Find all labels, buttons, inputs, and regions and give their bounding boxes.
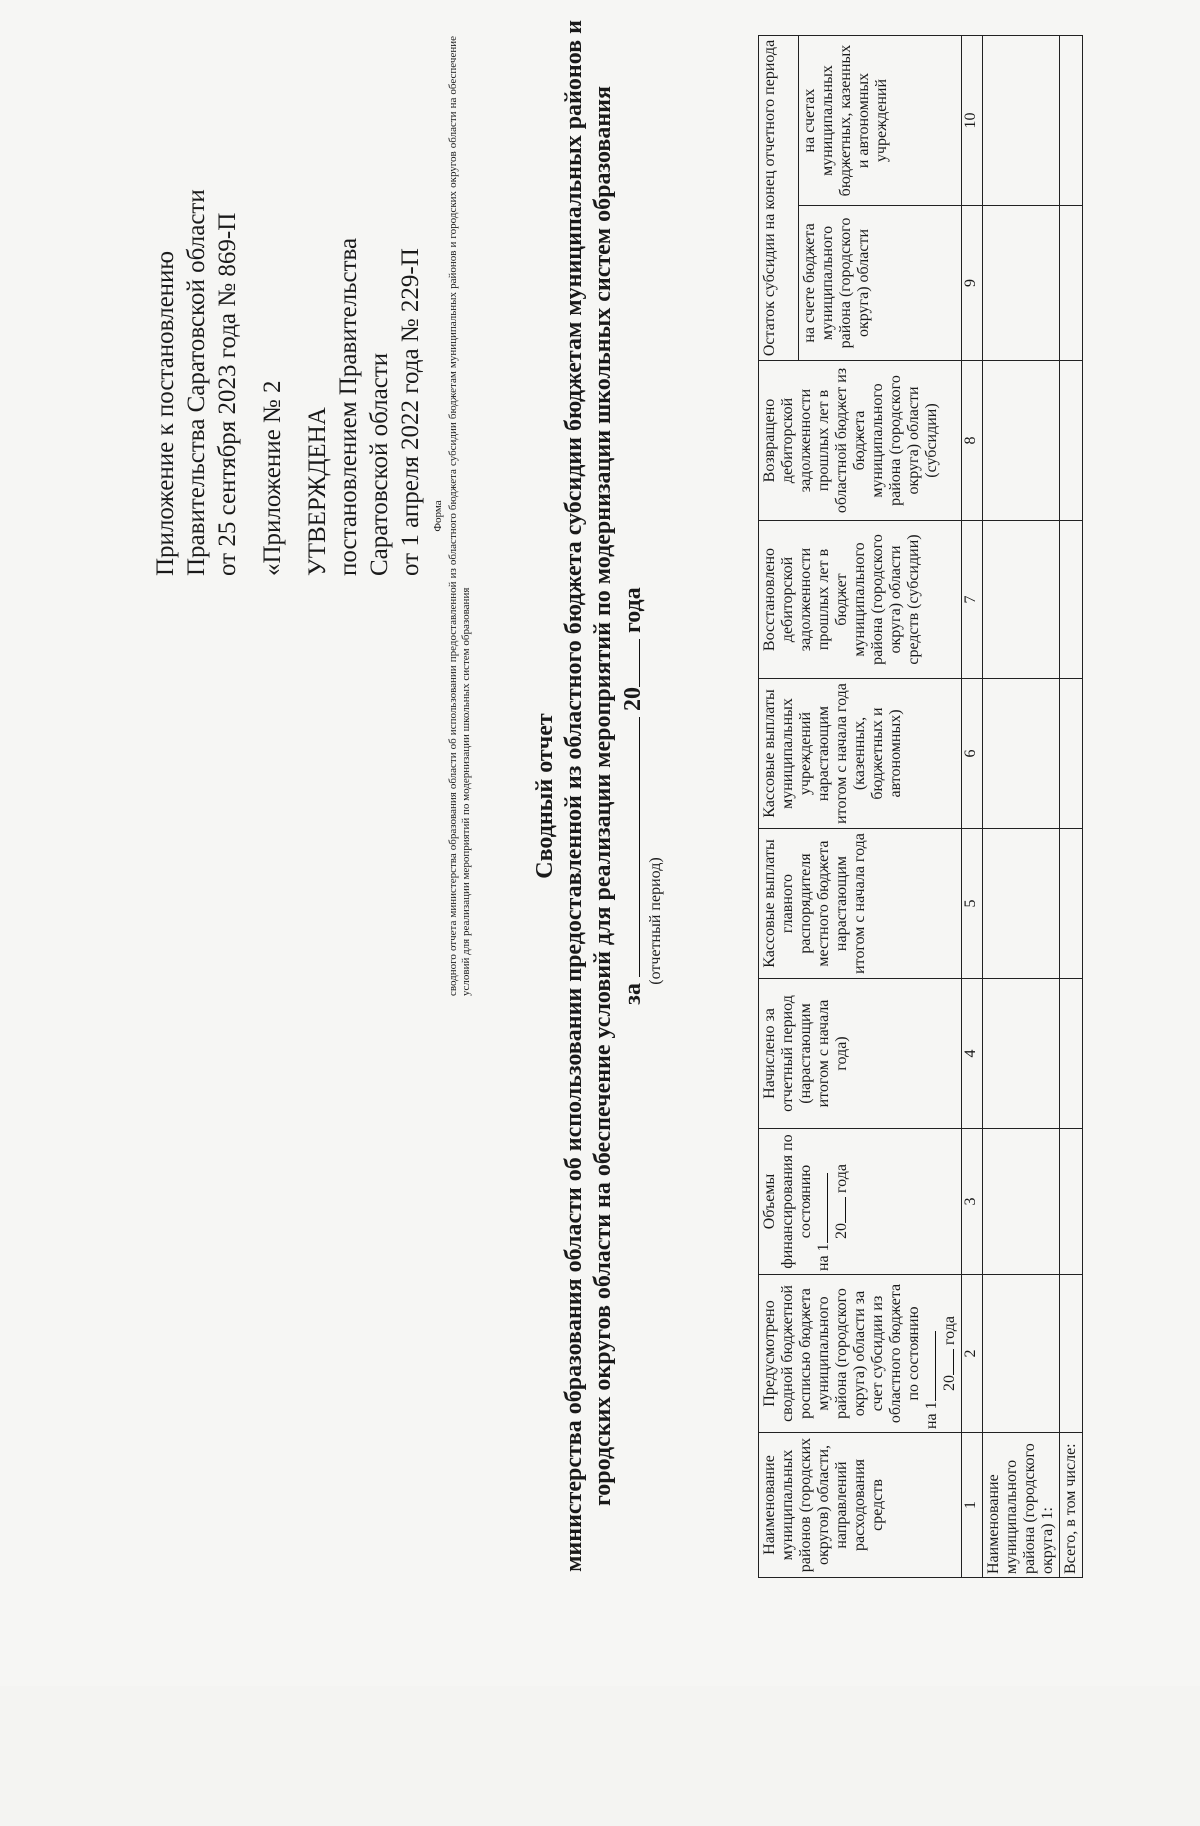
period-prefix: за [620, 983, 646, 1005]
table-header-row [759, 36, 799, 1578]
column-number: 8 [962, 361, 983, 521]
col-header-balance-group: Остаток субсидии на конец отчетного периода [759, 36, 799, 361]
column-number: 6 [962, 679, 983, 829]
column-number: 1 [962, 1433, 983, 1578]
approval-header [150, 96, 426, 576]
table-row [983, 36, 1060, 1578]
approved-line: Саратовской области [366, 352, 393, 576]
col-header-cash-main: Кассовые выплаты главного распорядителя местного бюджета нарастающим итогом с начала года [759, 829, 962, 979]
report-period [618, 16, 648, 1576]
annex-number: «Приложение № 2 [259, 380, 286, 576]
approved-line: от 1 апреля 2022 года № 229-П [397, 248, 424, 576]
col-header-restored: Восстановлено дебиторской задолженности прошлых лет в бюджет муниципального района (городского округа) области средств (субсидии) [759, 521, 962, 679]
column-number: 4 [962, 979, 983, 1129]
column-number: 9 [962, 206, 983, 361]
report-title-block [530, 16, 664, 1576]
period-blank [639, 717, 640, 977]
period-year-prefix: 20 [620, 687, 646, 712]
report-subtitle: министерства образования области об использовании предоставленной из областного бюджета субсидии бюджетам муниципальных районов и городских округов области на обеспечение условий для реализации мероприятий по модернизации школьных систем образования [561, 20, 616, 1572]
report-title: Сводный отчет [532, 713, 558, 879]
period-caption: (отчетный период) [647, 857, 664, 985]
col-header-balance-budget: на счете бюджета муниципального района (городского округа) области [798, 206, 961, 361]
column-number: 5 [962, 829, 983, 979]
column-number: 7 [962, 521, 983, 679]
period-suffix: года [620, 587, 646, 634]
column-number: 3 [962, 1129, 983, 1275]
row-label: Всего, в том числе: [1060, 1433, 1083, 1578]
column-number: 2 [962, 1275, 983, 1433]
approved-line: УТВЕРЖДЕНА [304, 407, 331, 576]
report-table [758, 35, 1083, 1578]
col-header-balance-institutions: на счетах муниципальных бюджетных, казенных и автономных учреждений [798, 36, 961, 206]
column-number: 10 [962, 36, 983, 206]
form-description-block [432, 36, 473, 996]
column-number-row [962, 36, 983, 1578]
form-label: Форма [432, 500, 444, 532]
col-header-funding: Объемы финансирования по состоянию на 1 20 года [759, 1129, 962, 1275]
header-line: от 25 сентября 2023 года № 869-П [214, 212, 241, 576]
col-header-returned: Возвращено дебиторской задолженности прошлых лет в областной бюджет из бюджета муниципального района (городского округа) области (субсидии) [759, 361, 962, 521]
col-header-name: Наименование муниципальных районов (городских округов) области, направлений расходования средств [759, 1433, 962, 1578]
col-header-accrued: Начислено за отчетный период (нарастающим итогом с начала года) [759, 979, 962, 1129]
header-line: Правительства Саратовской области [183, 189, 210, 576]
col-header-planned: Предусмотрено сводной бюджетной росписью бюджета муниципального района (городского округа) области за счет субсидии из областного бюджета по состоянию на 1 20 года [759, 1275, 962, 1433]
table-row [1060, 36, 1083, 1578]
period-year-blank [639, 639, 640, 687]
col-header-cash-institutions: Кассовые выплаты муниципальных учреждений нарастающим итогом с начала года (казенных, бюджетных и автономных) [759, 679, 962, 829]
form-description: сводного отчета министерства образования области об использовании предоставленной из областного бюджета субсидии бюджетам муниципальных районов и городских округов области на обеспечение условий для реализации мероприятий по модернизации школьных систем образования [447, 36, 472, 996]
header-line: Приложение к постановлению [152, 250, 179, 576]
approved-line: постановлением Правительства [335, 237, 362, 576]
row-label: Наименование муниципального района (городского округа) 1: [983, 1433, 1060, 1578]
